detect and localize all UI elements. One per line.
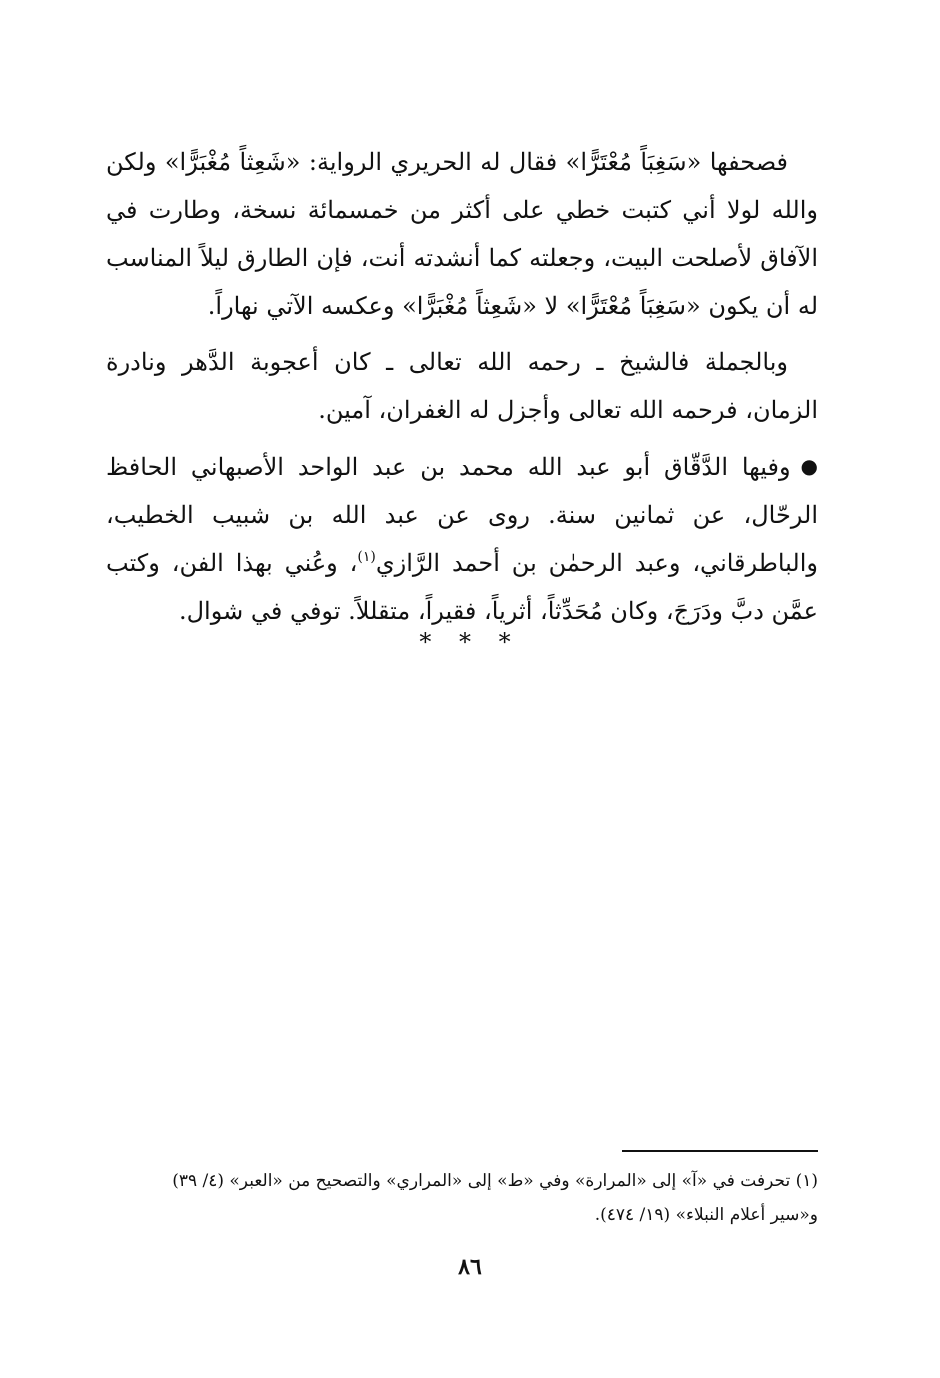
footnotes — [106, 1164, 818, 1232]
footnote-1 — [106, 1164, 818, 1232]
entry-text-start: وفيها الدَّقّاق أبو عبد الله محمد بن عبد الواحد الأصبهاني الحافظ الرحّال، عن ثمانين سنة. روى عن عبد الله بن شبيب الخطيب، والباطرقاني، وعبد الرحمٰن بن أحمد الرَّازي — [106, 453, 818, 577]
paragraph-2: وبالجملة فالشيخ ـ رحمه الله تعالى ـ كان أعجوبة الدَّهر ونادرة الزمان، فرحمه الله تعالى وأجزل له الغفران، آمين. — [106, 348, 818, 424]
page-number: ٨٦ — [458, 1254, 482, 1280]
footnote-1-line-1: (١) تحرفت في «آ» إلى «المرارة» وفي «ط» إلى «المراري» والتصحيح من «العبر» (٤/ ٣٩) — [172, 1171, 818, 1191]
biography-entry — [106, 442, 818, 635]
footnote-1-line-2: و«سير أعلام النبلاء» (١٩/ ٤٧٤). — [594, 1205, 818, 1225]
footnote-reference[interactable]: (١) — [357, 549, 376, 565]
section-separator: * * * — [419, 628, 521, 656]
entry-text-end: ، وعُني بهذا الفن، وكتب عمَّن دبَّ ودَرَجَ، وكان مُحَدِّثاً، أثرياً، فقيراً، متقللاً. توفي في شوال. — [106, 549, 818, 625]
bullet-icon: ● — [800, 454, 818, 478]
main-text — [106, 138, 818, 643]
paragraph-1: فصحفها «سَغِبَاً مُعْتَرًّا» فقال له الحريري الرواية: «شَعِثاً مُغْبَرًّا» ولكن والله لولا أني كتبت خطي على أكثر من خمسمائة نسخة، وطارت في الآفاق لأصلحت البيت، وجعلته كما أنشدته أنت، فإن الطارق ليلاً المناسب له أن يكون «سَغِبَاً مُعْتَرًّا» لا «شَعِثاً مُغْبَرًّا» وعكسه الآتي نهاراً. — [106, 148, 818, 320]
footnote-divider — [622, 1150, 818, 1152]
